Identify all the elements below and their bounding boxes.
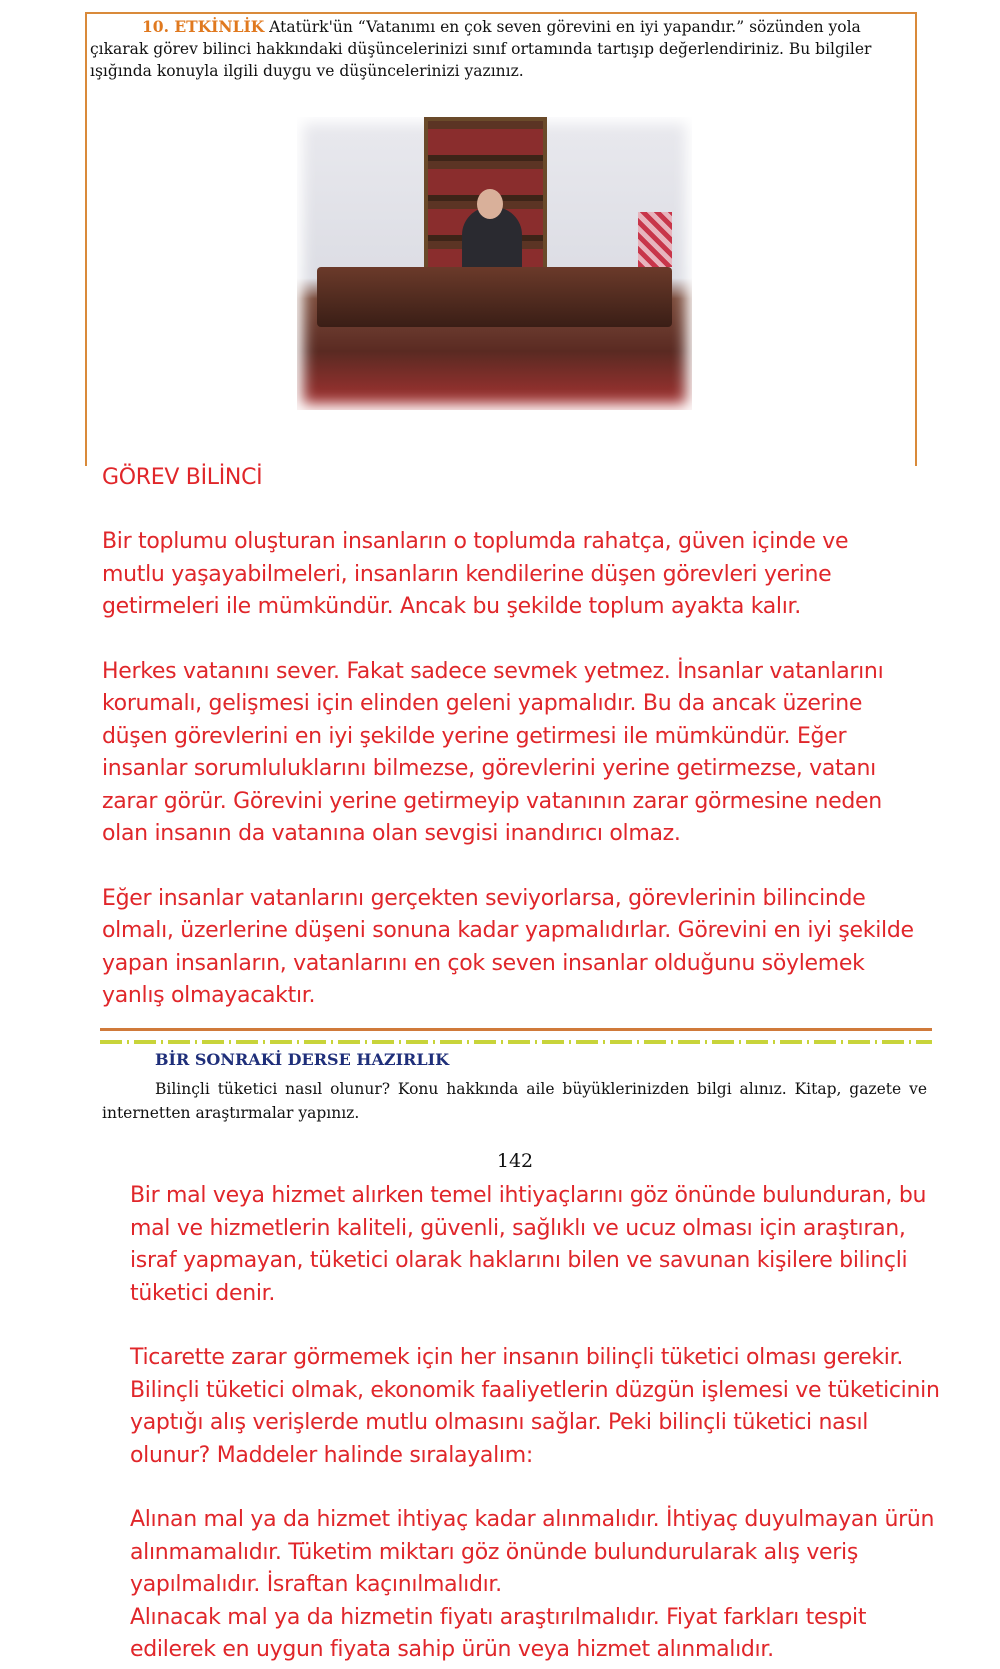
answer — [130, 1180, 945, 1667]
essay-paragraph: Herkes vatanını sever. Fakat sadece sevmek yetmez. İnsanlar vatanlarını korumalı, gelişmesi için elinden geleni yapmalıdır. Bu da ancak üzerine düşen görevlerini en iyi şekilde yerine getirmesi ile mümkündür. Eğer insanlar sorumluluklarını bilmezse, görevlerini yerine getirmezse, vatanı zarar görür. Görevini yerine getirmeyip vatanının zarar görmesine neden olan insanın da vatanına olan sevgisi inandırıcı olmaz. — [102, 658, 884, 846]
essay-paragraph: Bir toplumu oluşturan insanların o toplumda rahatça, güven içinde ve mutlu yaşayabilmeleri, insanların kendilerine düşen görevleri yerine getirmeleri ile mümkündür. Ancak bu şekilde toplum ayakta kalır. — [102, 529, 849, 619]
answer-paragraph: Bir mal veya hizmet alırken temel ihtiyaçlarını göz önünde bulunduran, bu mal ve hizmetlerin kaliteli, güvenli, sağlıklı ve ucuz olması için araştıran, israf yapmayan, tüketici olarak haklarını bilen ve savunan kişilere bilinçli tüketici denir. — [130, 1183, 927, 1306]
page-number: 142 — [496, 1150, 534, 1172]
answer-paragraph: Alınacak mal ya da hizmetin fiyatı araştırılmalıdır. Fiyat farkları tespit edilerek en uygun fiyata sahip ürün veya hizmet alınmalıdır. — [130, 1604, 867, 1662]
next-lesson-text: Bilinçli tüketici nasıl olunur? Konu hakkında aile büyüklerinizden bilgi alınız. Kitap, gazete ve internetten araştırmalar yapınız. — [102, 1080, 927, 1122]
answer-paragraph: Alınan mal ya da hizmet ihtiyaç kadar alınmalıdır. İhtiyaç duyulmayan ürün alınmamalıdır. Tüketim miktarı göz önünde bulundurularak alış veriş yapılmalıdır. İsraftan kaçınılmalıdır. — [130, 1507, 935, 1597]
essay — [102, 462, 917, 1045]
essay-title: GÖREV BİLİNCİ — [102, 465, 263, 490]
activity-instructions — [90, 16, 910, 82]
next-lesson-heading: BİR SONRAKİ DERSE HAZIRLIK — [155, 1050, 449, 1069]
chair — [638, 212, 672, 267]
dashed-divider — [100, 1040, 932, 1044]
ataturk-desk-photo — [297, 117, 692, 410]
divider-line — [100, 1028, 932, 1031]
activity-text: Atatürk'ün “Vatanımı en çok seven görevini en iyi yapandır.” sözünden yola çıkarak görev bilinci hakkındaki düşüncelerinizi sınıf ortamında tartışıp değerlendiriniz. Bu bilgiler ışığında konuyla ilgili duygu ve düşüncelerinizi yazınız. — [90, 18, 872, 80]
answer-paragraph: Ticarette zarar görmemek için her insanın bilinçli tüketici olması gerekir. Bilinçli tüketici olmak, ekonomik faaliyetlerin düzgün işlemesi ve tüketicinin yaptığı alış verişlerde mutlu olmasını sağlar. Peki bilinçli tüketici nasıl olunur? Maddeler halinde sıralayalım: — [130, 1345, 940, 1468]
essay-paragraph: Eğer insanlar vatanlarını gerçekten seviyorlarsa, görevlerinin bilincinde olmalı, üzerlerine düşeni sonuna kadar yapmalıdırlar. Görevini en iyi şekilde yapan insanların, vatanlarını en çok seven insanlar olduğunu söylemek yanlış olmayacaktır. — [102, 885, 914, 1008]
figure-head — [477, 189, 503, 219]
activity-label: 10. ETKİNLİK — [142, 17, 265, 36]
desk — [317, 267, 672, 327]
